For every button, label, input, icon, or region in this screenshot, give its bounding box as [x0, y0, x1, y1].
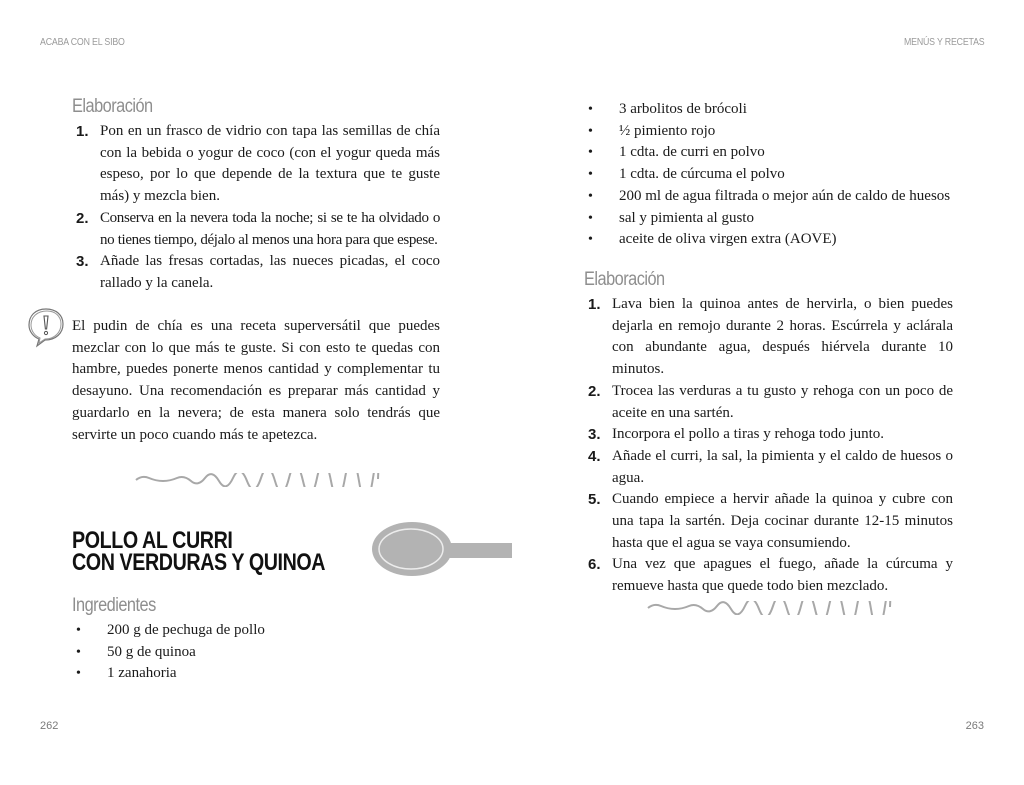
ingredient-item: • sal y pimienta al gusto [584, 208, 964, 230]
ingredient-item: • 200 ml de agua filtrada o mejor aún de caldo de huesos [584, 186, 964, 208]
elaboration-steps [588, 294, 953, 598]
step-number: 6. [588, 556, 601, 574]
right-page [512, 0, 1024, 785]
ingredient-item: • 1 zanahoria [72, 663, 440, 685]
tip-note: El pudin de chía es una receta superversátil que puedes mezclar con lo que más te guste. Si con esto te quedas con hambre, puedes ponerte menos cantidad y complementar tu desayuno. Una recomendación es preparar más cantidad y guardarlo en la nevera; de esta manera solo tendrás que servirte un poco cuando más te apetezca. [72, 318, 440, 443]
step-item [588, 294, 953, 381]
wavy-divider [646, 601, 892, 615]
step-number: 2. [76, 209, 89, 227]
recipe-title-line2: CON VERDURAS Y QUINOA [72, 549, 326, 576]
ingredient-item: • ½ pimiento rojo [584, 121, 964, 143]
exclamation-speech-bubble-icon [26, 306, 66, 348]
step-item [588, 554, 953, 597]
bullet: • [588, 232, 593, 248]
ingredient-item: • 1 cdta. de cúrcuma el polvo [584, 164, 964, 186]
ingredients-list [72, 620, 440, 685]
bullet: • [76, 623, 81, 638]
step-item [76, 208, 440, 251]
step-text: Trocea las verduras a tu gusto y rehoga con un poco de aceite en una sartén. [612, 382, 953, 421]
step-item [588, 424, 953, 446]
bullet: • [588, 210, 593, 226]
ingredient-item: • 200 g de pechuga de pollo [72, 620, 440, 642]
ingredient-item: • aceite de oliva virgen extra (AOVE) [584, 229, 964, 251]
ingredient-item: • 3 arbolitos de brócoli [584, 99, 964, 121]
bullet: • [588, 102, 593, 117]
step-text: Lava bien la quinoa antes de hervirla, o bien puedes dejarla en remojo durante 2 horas. Escúrrela y aclárala con abundante agua, después hiérvela durante 10 minutos. [612, 296, 953, 378]
step-text: Incorpora el pollo a tiras y rehoga todo junto. [612, 426, 885, 443]
spoon-icon [370, 520, 512, 578]
elaboration-steps [76, 121, 440, 295]
step-item [588, 489, 953, 554]
step-item [588, 446, 953, 489]
step-item [76, 121, 440, 208]
step-number: 4. [588, 447, 601, 465]
recipe-title-line1: POLLO AL CURRI [72, 527, 233, 554]
running-head-left: ACABA CON EL SIBO [40, 37, 125, 48]
step-text: Pon en un frasco de vidrio con tapa las semillas de chía con la bebida o yogur de coco (con el yogur queda más espeso, por lo que depende de la textura que te guste más) y mezcla bien. [100, 123, 440, 205]
step-item [588, 381, 953, 424]
ingredient-item: • 50 g de quinoa [72, 642, 440, 664]
step-number: 3. [76, 253, 89, 271]
elaboration-heading: Elaboración [584, 269, 665, 290]
step-item [76, 251, 440, 294]
step-text: Cuando empiece a hervir añade la quinoa y cubre con una tapa la sartén. Deja cocinar durante 12-15 minutos hasta que el agua se vaya consumiendo. [612, 491, 953, 551]
page-number-left: 262 [40, 720, 59, 732]
ingredients-heading: Ingredientes [72, 595, 156, 616]
elaboration-heading: Elaboración [72, 96, 153, 117]
bullet: • [588, 167, 593, 183]
step-text: Añade las fresas cortadas, las nueces picadas, el coco rallado y la canela. [100, 253, 440, 291]
bullet: • [588, 145, 593, 161]
bullet: • [76, 666, 81, 682]
wavy-divider [134, 473, 380, 487]
step-number: 5. [588, 491, 601, 509]
step-text: Añade el curri, la sal, la pimienta y el caldo de huesos o agua. [612, 447, 953, 486]
step-number: 3. [588, 426, 601, 444]
ingredients-list-continued [584, 99, 964, 251]
bullet: • [588, 123, 593, 139]
running-head-right: MENÚS Y RECETAS [903, 37, 984, 48]
step-number: 2. [588, 382, 601, 400]
bullet: • [76, 644, 81, 660]
bullet: • [588, 188, 593, 204]
recipe-title [72, 527, 326, 576]
step-number: 1. [76, 123, 89, 140]
page-number-right: 263 [965, 720, 984, 732]
step-number: 1. [588, 296, 601, 313]
step-text: Una vez que apagues el fuego, añade la cúrcuma y remueve hasta que quede todo bien mezclado. [612, 556, 953, 595]
ingredient-item: • 1 cdta. de curri en polvo [584, 142, 964, 164]
step-text: Conserva en la nevera toda la noche; si se te ha olvidado o no tienes tiempo, déjalo al menos una hora para que espese. [100, 209, 440, 248]
